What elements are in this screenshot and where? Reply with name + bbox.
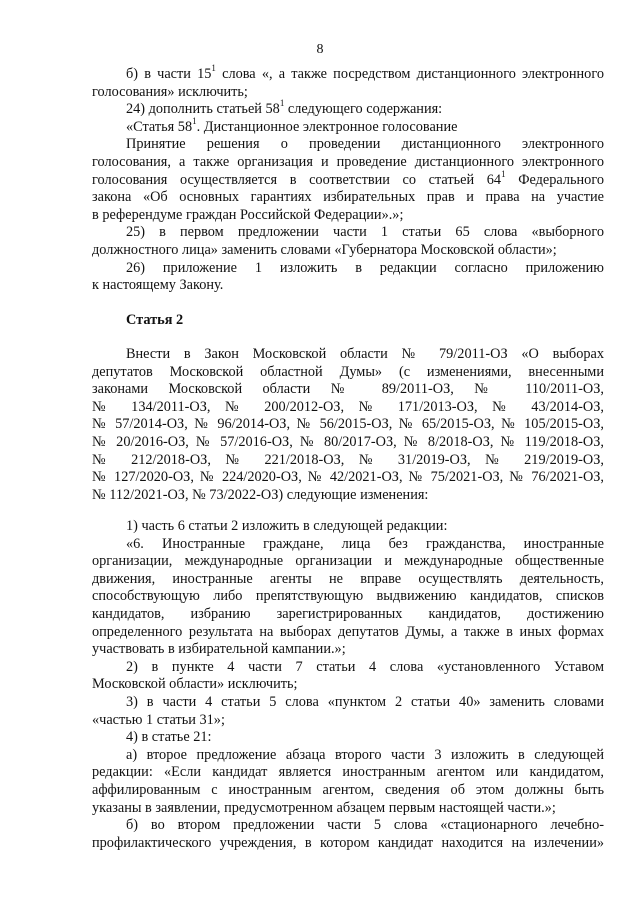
text-line: «6. Иностранные граждане, лица без гражданства, иностранные	[126, 535, 604, 552]
text-line: голосования, а также организация и проведение дистанционного электронного	[92, 153, 604, 170]
text-line: № 127/2020-ОЗ, № 224/2020-ОЗ, № 42/2021-ОЗ, № 75/2021-ОЗ, № 76/2021-ОЗ,	[92, 469, 604, 486]
text-line: 25) в первом предложении части 1 статьи 65 слова «выборного	[126, 224, 604, 241]
text-line: а) второе предложение абзаца второго части 3 изложить в следующей	[126, 746, 604, 763]
text-line: участвовать в избирательной кампании.»;	[92, 641, 346, 658]
superscript: 1	[279, 98, 285, 109]
text-line: кандидатов, избранию зарегистрированных кандидатов, достижению	[92, 605, 604, 622]
text-line: б) во втором предложении части 5 слова «стационарного лечебно-	[126, 817, 604, 834]
article-heading-block	[92, 312, 604, 330]
text-line: закона «Об основных гарантиях избирательных прав и права на участие	[92, 189, 604, 206]
text-line: профилактического учреждения, в котором кандидат находится на излечении»	[92, 834, 604, 851]
text-line: № 20/2016-ОЗ, № 57/2016-ОЗ, № 80/2017-ОЗ, № 8/2018-ОЗ, № 119/2018-ОЗ,	[92, 433, 604, 450]
text-line: 26) приложение 1 изложить в редакции согласно приложению	[126, 259, 604, 276]
text-line: к настоящему Закону.	[92, 277, 224, 294]
text-line: депутатов Московской областной Думы» (с изменениями, внесенными	[92, 363, 604, 380]
text-line: № 57/2014-ОЗ, № 96/2014-ОЗ, № 56/2015-ОЗ, № 65/2015-ОЗ, № 105/2015-ОЗ,	[92, 416, 604, 433]
text-line: 3) в части 4 статьи 5 слова «пунктом 2 статьи 40» заменить словами	[126, 693, 604, 710]
text-line: организации, международные организации и международные общественные	[92, 553, 604, 570]
text-line: голосования осуществляется в соответствии со статьей $64^1$ Федерального	[92, 168, 604, 188]
text-line: в референдуме граждан Российской Федерации».»;	[92, 206, 404, 223]
text-line: Московской области» исключить;	[92, 676, 298, 693]
text-line: № 212/2018-ОЗ, № 221/2018-ОЗ, № 31/2019-ОЗ, № 219/2019-ОЗ,	[92, 451, 604, 468]
text-line: «Статья $58^1$. Дистанционное электронное голосование	[126, 116, 458, 135]
text-line: законами Московской области № 89/2011-ОЗ, № 110/2011-ОЗ,	[92, 381, 604, 398]
text-line: способствующую либо препятствующую выдвижению кандидатов, списков	[92, 588, 604, 605]
text-block-article-2-changes	[92, 518, 604, 852]
text-line: 24) дополнить статьей $58^1$ следующего содержания:	[126, 98, 443, 118]
text-line: аффилированным с иностранным агентом, сведения об этом должны быть	[92, 781, 604, 798]
text-line: 4) в статье 21:	[126, 729, 212, 746]
text-line: Принятие решения о проведении дистанционного электронного	[126, 136, 604, 153]
article-heading: Статья 2	[126, 312, 184, 328]
page-number: 8	[316, 42, 324, 57]
text-line: б) в части $15^1$ слова «, а также посредством дистанционного электронного	[126, 63, 604, 82]
text-line: голосования» исключить;	[92, 83, 248, 100]
text-line: должностного лица» заменить словами «Губернатора Московской области»;	[92, 241, 557, 258]
text-line: Внести в Закон Московской области № 79/2011-ОЗ «О выборах	[126, 346, 604, 362]
text-line: 2) в пункте 4 части 7 статьи 4 слова «установленного Уставом	[126, 658, 604, 675]
text-line: движения, иностранные агенты не вправе осуществлять деятельность,	[92, 570, 604, 587]
text-line: 1) часть 6 статьи 2 изложить в следующей редакции:	[126, 518, 448, 534]
text-block-article-2-intro	[92, 346, 604, 504]
text-line: «частью 1 статьи 31»;	[92, 711, 225, 728]
superscript: 1	[211, 63, 216, 74]
superscript: 1	[192, 116, 197, 127]
text-line: указаны в заявлении, предусмотренном абзацем первым настоящей части.»;	[92, 799, 556, 816]
text-line: редакции: «Если кандидат является иностранным агентом или кандидатом,	[92, 764, 604, 781]
text-line: № 112/2021-ОЗ, № 73/2022-ОЗ) следующие изменения:	[92, 486, 429, 503]
text-line: № 134/2011-ОЗ, № 200/2012-ОЗ, № 171/2013-ОЗ, № 43/2014-ОЗ,	[92, 398, 604, 415]
text-block-amendments	[92, 63, 604, 295]
text-line: определенного результата на выборах депутатов Думы, а также в иных формах	[92, 623, 604, 640]
superscript: 1	[501, 168, 506, 179]
